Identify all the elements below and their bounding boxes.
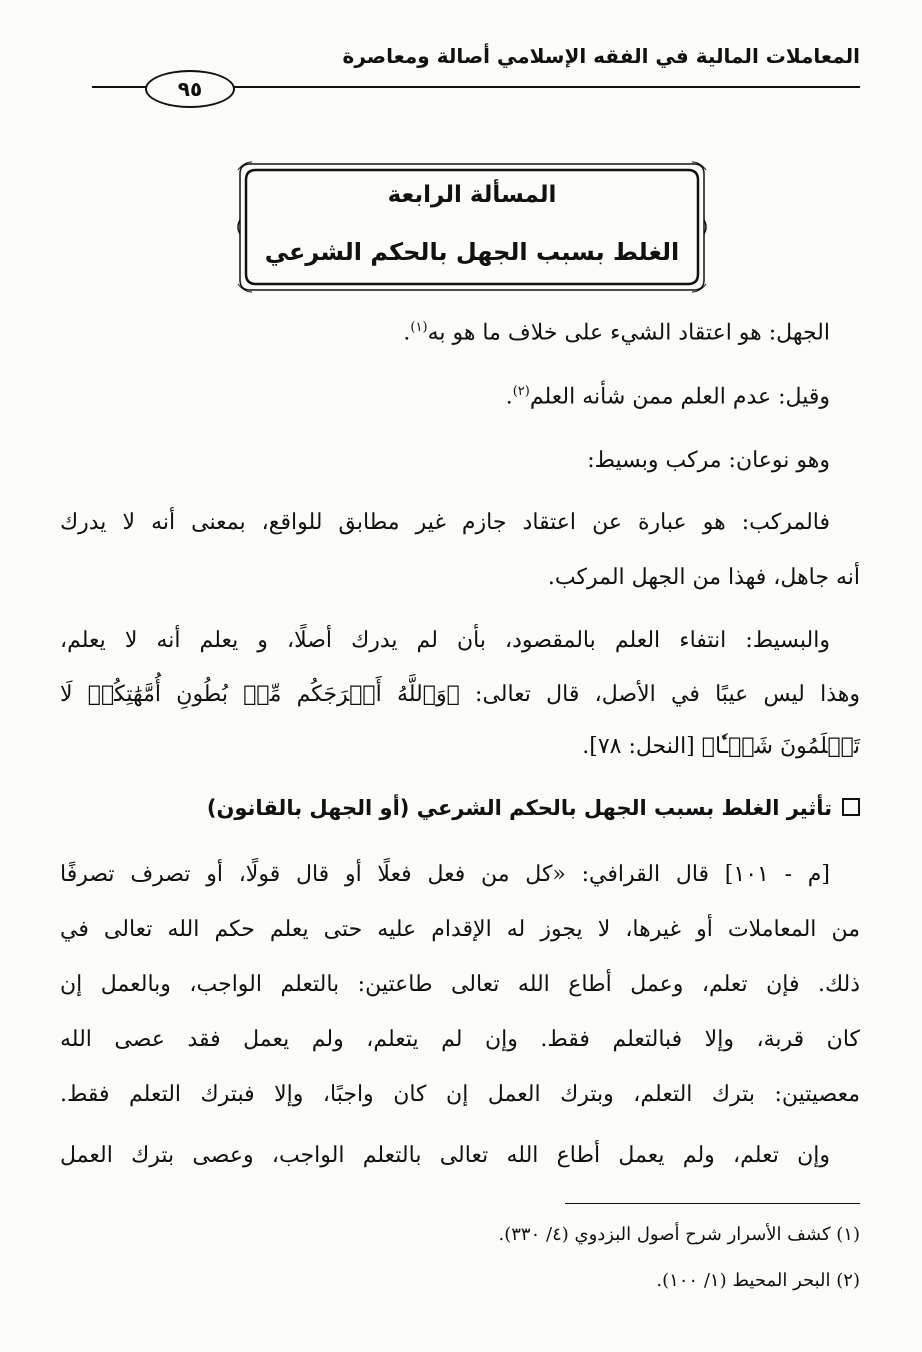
issue-main-title: الغلط بسبب الجهل بالحكم الشرعي	[264, 238, 680, 266]
footnote-ref-2: (٢)	[512, 384, 530, 399]
running-title: المعاملات المالية في الفقه الإسلامي أصالة ومعاصرة	[342, 44, 860, 68]
section-heading: تأثير الغلط بسبب الجهل بالحكم الشرعي (أو الجهل بالقانون)	[140, 796, 860, 820]
page-number: ٩٥	[145, 70, 235, 108]
quote-line-6: وإن تعلم، ولم يعمل أطاع الله تعالى بالتعلم الواجب، وعصى بترك العمل	[60, 1143, 830, 1168]
simple-line-1: والبسيط: انتفاء العلم بالمقصود، بأن لم يدرك أصلًا، و يعلم أنه لا يعلم،	[60, 628, 830, 653]
quote-line-2: من المعاملات أو غيرها، لا يجوز له الإقدام عليه حتى يعلم حكم الله تعالى في	[60, 917, 860, 942]
quran-verse: تَعۡلَمُونَ شَيۡـٔٗا﴾	[701, 734, 860, 759]
quote-line-4: كان قربة، وإلا فبالتعلم فقط. وإن لم يتعلم، ولم يعمل فقد عصى الله	[60, 1027, 860, 1052]
simple-line-3	[60, 734, 860, 759]
definition-jahl: الجهل: هو اعتقاد الشيء على خلاف ما هو به$^{(١)}$.	[403, 320, 830, 346]
ornamental-frame-icon	[236, 160, 708, 294]
footnote-ref-1: (١)	[410, 320, 428, 335]
title-box	[236, 160, 708, 294]
checkbox-icon	[842, 798, 860, 816]
definition-alternative: وقيل: عدم العلم ممن شأنه العلم$^{(٢)}$.	[505, 384, 830, 410]
quote-line-1: [م - ١٠١] قال القرافي: «كل من فعل فعلًا أو قال قولًا، أو تصرف تصرفًا	[60, 862, 830, 887]
footnote-rule	[565, 1203, 860, 1204]
simple-line-2: وهذا ليس عيبًا في الأصل، قال تعالى: ﴿وَٱللَّهُ أَخۡرَجَكُم مِّنۢ بُطُونِ أُمَّهَٰتِكُمۡ لَا	[60, 682, 860, 707]
compound-line-2: أنه جاهل، فهذا من الجهل المركب.	[547, 565, 860, 590]
types-intro: وهو نوعان: مركب وبسيط:	[587, 448, 830, 473]
verse-reference: [النحل: ٧٨].	[582, 734, 695, 759]
issue-number-title: المسألة الرابعة	[387, 182, 557, 208]
quote-line-3: ذلك. فإن تعلم، وعمل أطاع الله تعالى طاعتين: بالتعلم الواجب، وبالعمل إن	[60, 972, 860, 997]
quote-line-5: معصيتين: بترك التعلم، وبترك العمل إن كان واجبًا، وإلا فبترك التعلم فقط.	[60, 1082, 860, 1107]
footnote-1: (١) كشف الأسرار شرح أصول البزدوي (٤/ ٣٣٠).	[498, 1224, 860, 1245]
compound-line-1: فالمركب: هو عبارة عن اعتقاد جازم غير مطابق للواقع، بمعنى أنه لا يدرك	[60, 510, 830, 535]
footnote-2: (٢) البحر المحيط (١/ ١٠٠).	[656, 1270, 860, 1291]
